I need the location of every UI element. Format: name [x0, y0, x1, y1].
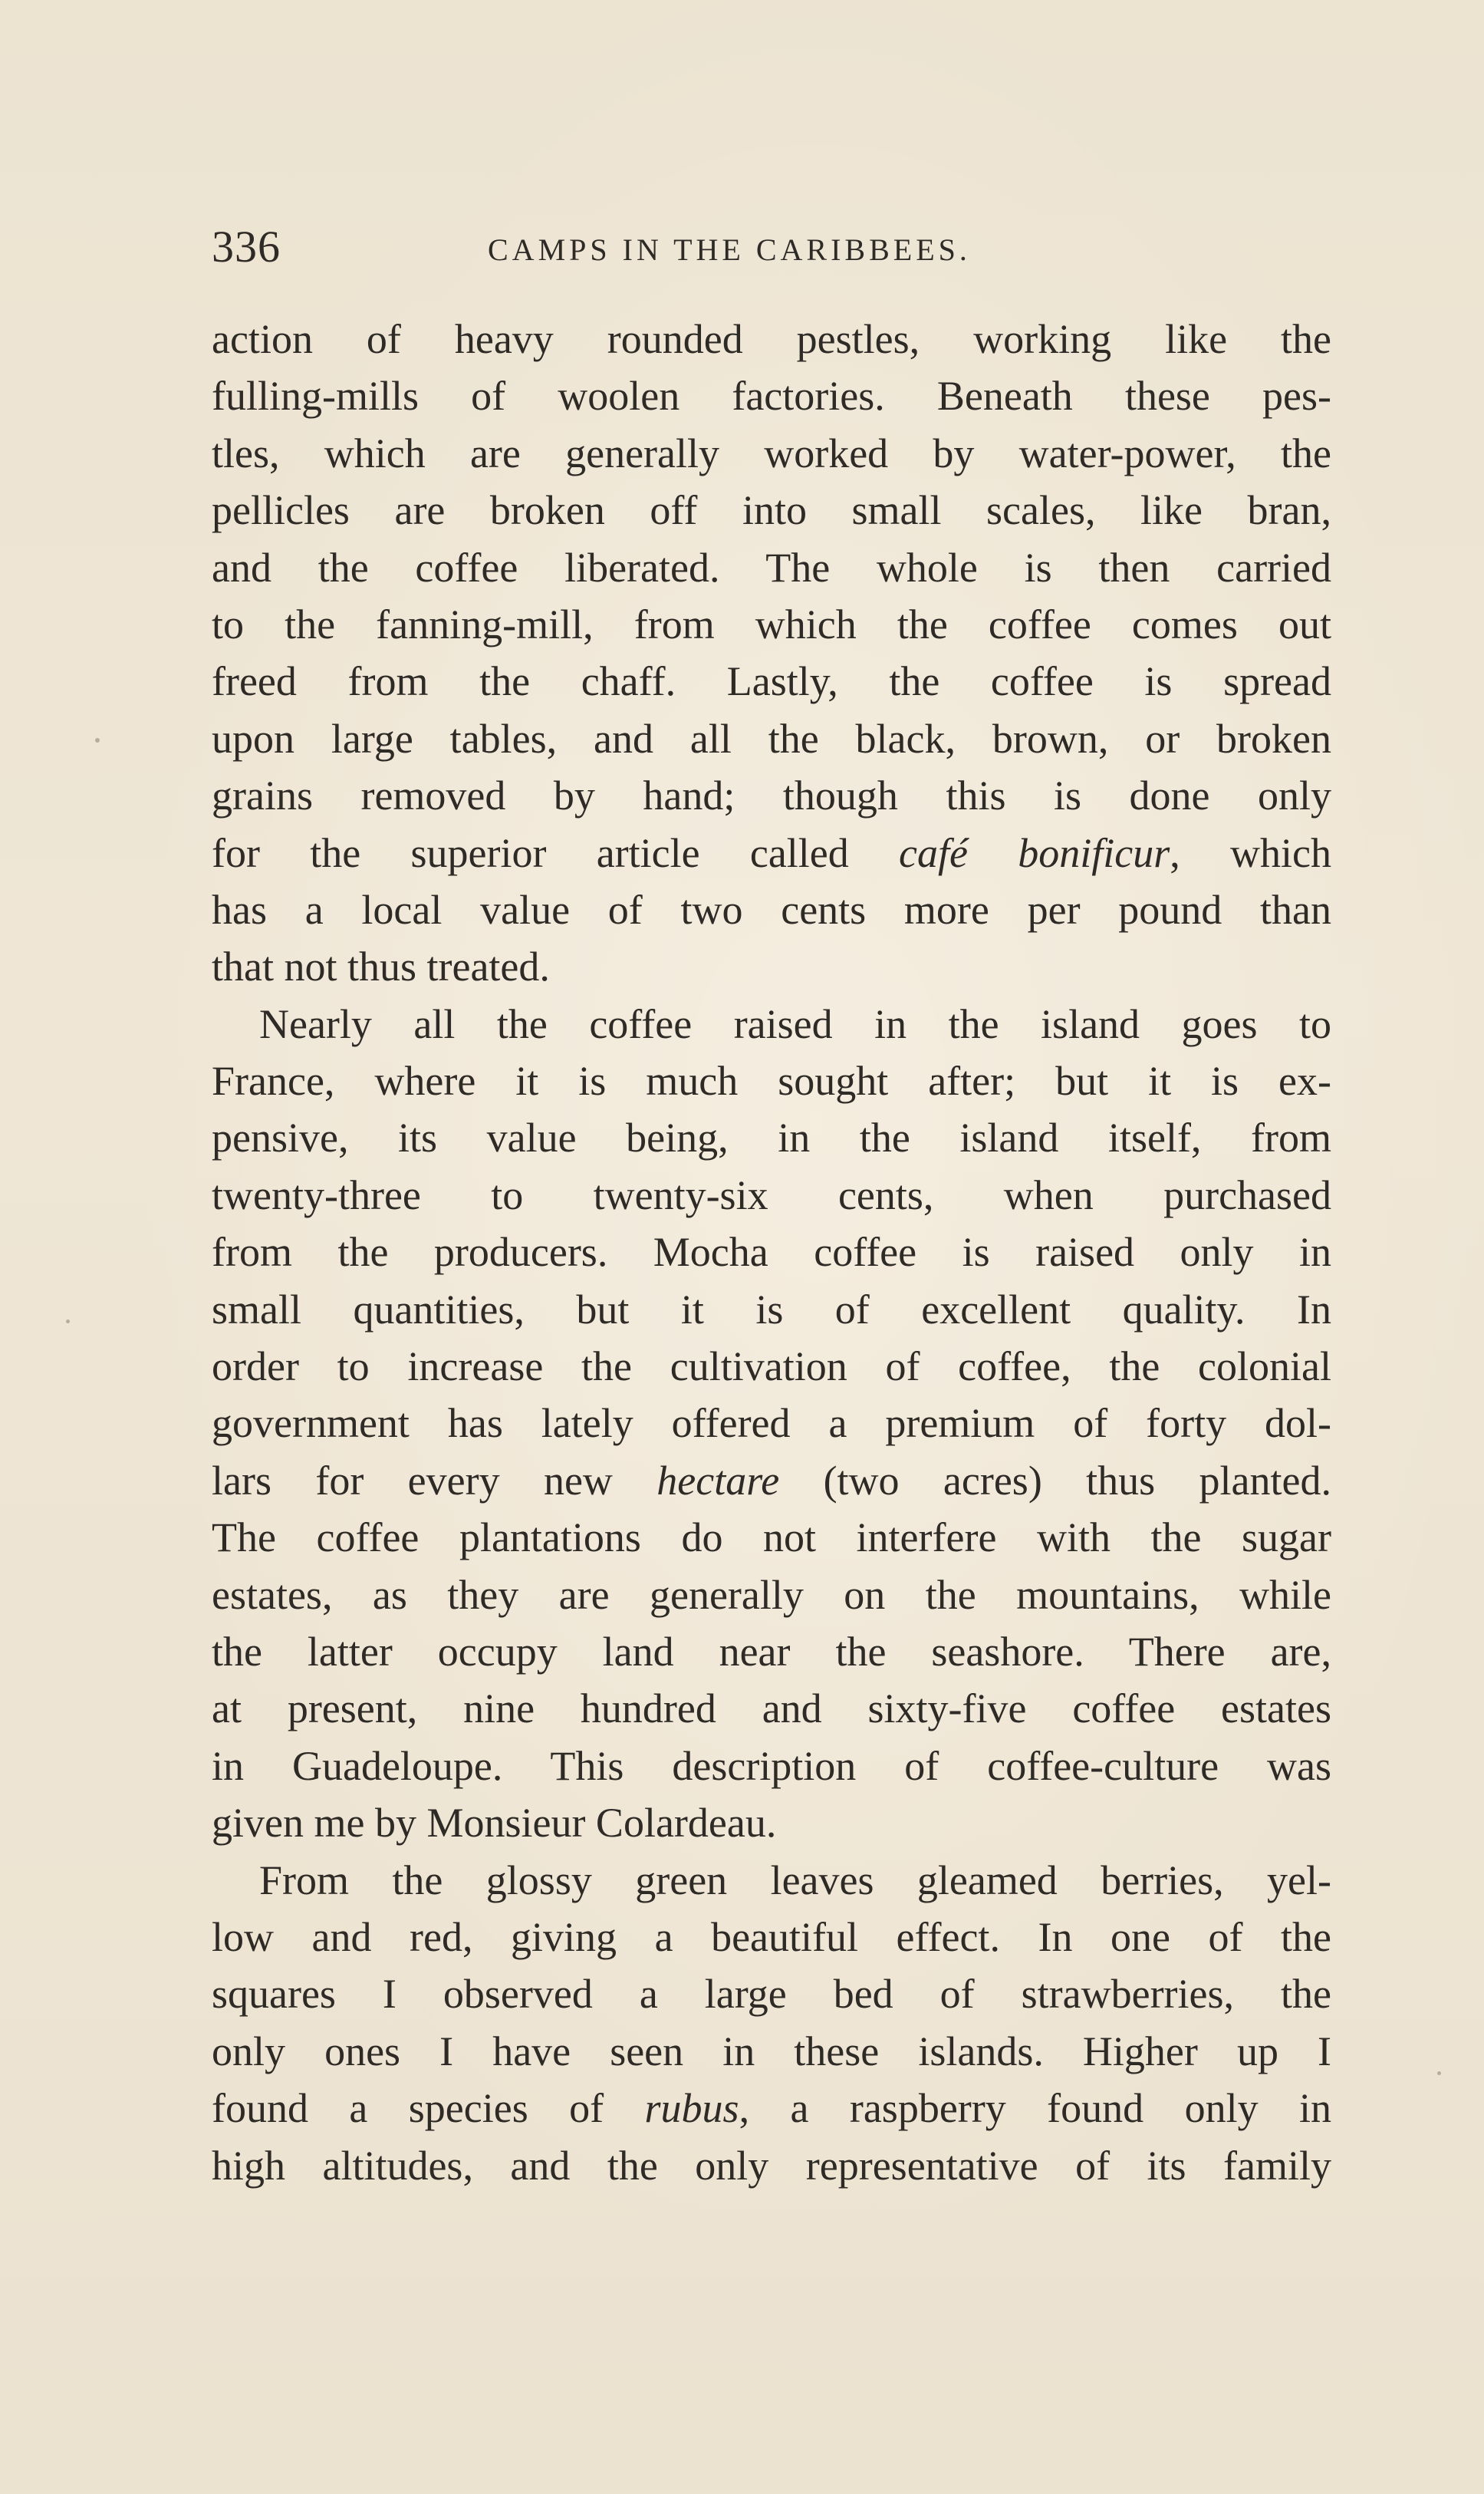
text-line	[212, 2023, 1331, 2080]
text-line	[212, 1338, 1331, 1395]
text-line	[212, 1395, 1331, 1451]
italic-term: hectare	[656, 1457, 780, 1504]
paper-speck	[66, 1319, 70, 1323]
text-segment: from the producers. Mocha coffee is raised only in	[212, 1229, 1331, 1276]
text-segment: given me by Monsieur Colardeau.	[212, 1800, 777, 1847]
text-segment: action of heavy rounded pestles, working like the	[212, 316, 1331, 362]
text-segment: has a local value of two cents more per pound than	[212, 886, 1331, 933]
text-line	[212, 1509, 1331, 1566]
text-segment: Nearly all the coffee raised in the island goes to	[259, 1000, 1331, 1047]
text-line	[212, 1680, 1331, 1737]
text-segment: found a species of	[212, 2085, 645, 2132]
text-line	[212, 1224, 1331, 1280]
text-line	[212, 311, 1331, 367]
text-segment: twenty-three to twenty-six cents, when purchased	[212, 1171, 1331, 1218]
text-segment: government has lately offered a premium of forty dol-	[212, 1400, 1331, 1447]
text-line	[212, 1452, 1331, 1509]
text-segment: small quantities, but it is of excellent quality. In	[212, 1286, 1331, 1333]
text-segment: to the fanning-mill, from which the coffee comes out	[212, 601, 1331, 647]
text-line	[212, 881, 1331, 938]
text-line	[212, 596, 1331, 653]
text-segment: pensive, its value being, in the island itself, from	[212, 1115, 1331, 1161]
text-line	[212, 825, 1331, 881]
text-segment: upon large tables, and all the black, brown, or broken	[212, 715, 1331, 762]
text-segment: From the glossy green leaves gleamed berries, yel-	[259, 1856, 1331, 1903]
text-line	[212, 1567, 1331, 1623]
text-line	[212, 367, 1331, 424]
text-line	[212, 482, 1331, 539]
text-segment: low and red, giving a beautiful effect. In one of the	[212, 1913, 1331, 1960]
text-line	[212, 539, 1331, 596]
text-segment: high altitudes, and the only representative of its family	[212, 2142, 1331, 2189]
text-line	[212, 1794, 1331, 1851]
text-segment: order to increase the cultivation of coffee, the colonial	[212, 1343, 1331, 1390]
text-segment: for the superior article called	[212, 829, 900, 876]
text-segment: estates, as they are generally on the mountains, while	[212, 1571, 1331, 1618]
text-line	[212, 1909, 1331, 1965]
text-segment: tles, which are generally worked by water-power, the	[212, 430, 1331, 476]
text-line	[212, 653, 1331, 710]
text-segment: France, where it is much sought after; but it is ex-	[212, 1058, 1331, 1105]
text-segment: The coffee plantations do not interfere with the sugar	[212, 1514, 1331, 1561]
text-segment: in Guadeloupe. This description of coffee-culture was	[212, 1742, 1331, 1789]
text-line	[212, 938, 1331, 995]
body-text	[212, 311, 1331, 2194]
text-line	[212, 1109, 1331, 1166]
text-line	[212, 1965, 1331, 2022]
text-segment: (two acres) thus planted.	[779, 1457, 1331, 1504]
text-segment: and the coffee liberated. The whole is then carried	[212, 544, 1331, 591]
text-line	[212, 996, 1331, 1053]
text-line	[212, 1053, 1331, 1109]
text-line	[212, 767, 1331, 824]
text-segment: at present, nine hundred and sixty-five coffee estates	[212, 1685, 1331, 1732]
paper-speck	[95, 738, 100, 743]
text-segment: lars for every new	[212, 1457, 657, 1504]
text-line	[212, 2137, 1331, 2194]
italic-term: rubus	[644, 2085, 739, 2132]
page-number: 336	[212, 222, 281, 272]
text-line	[212, 1167, 1331, 1224]
text-line	[212, 1852, 1331, 1909]
page-header	[212, 221, 1331, 282]
paper-speck	[1437, 2071, 1441, 2075]
text-segment: grains removed by hand; though this is done only	[212, 773, 1331, 819]
text-line	[212, 710, 1331, 767]
running-head: CAMPS IN THE CARIBBEES.	[488, 232, 971, 267]
text-segment: squares I observed a large bed of strawberries, the	[212, 1971, 1331, 2018]
text-line	[212, 1623, 1331, 1680]
text-line	[212, 2080, 1331, 2137]
italic-term: café bonificur	[899, 829, 1170, 876]
text-segment: the latter occupy land near the seashore. There are,	[212, 1628, 1331, 1675]
text-line	[212, 425, 1331, 482]
text-segment: fulling-mills of woolen factories. Beneath these pes-	[212, 373, 1331, 420]
text-segment: only ones I have seen in these islands. Higher up I	[212, 2028, 1331, 2074]
text-line	[212, 1281, 1331, 1338]
text-segment: , a raspberry found only in	[739, 2085, 1331, 2132]
text-line	[212, 1738, 1331, 1794]
text-segment: , which	[1170, 829, 1331, 876]
text-segment: freed from the chaff. Lastly, the coffee is spread	[212, 658, 1331, 705]
text-segment: pellicles are broken off into small scales, like bran,	[212, 487, 1331, 534]
text-segment: that not thus treated.	[212, 944, 550, 990]
